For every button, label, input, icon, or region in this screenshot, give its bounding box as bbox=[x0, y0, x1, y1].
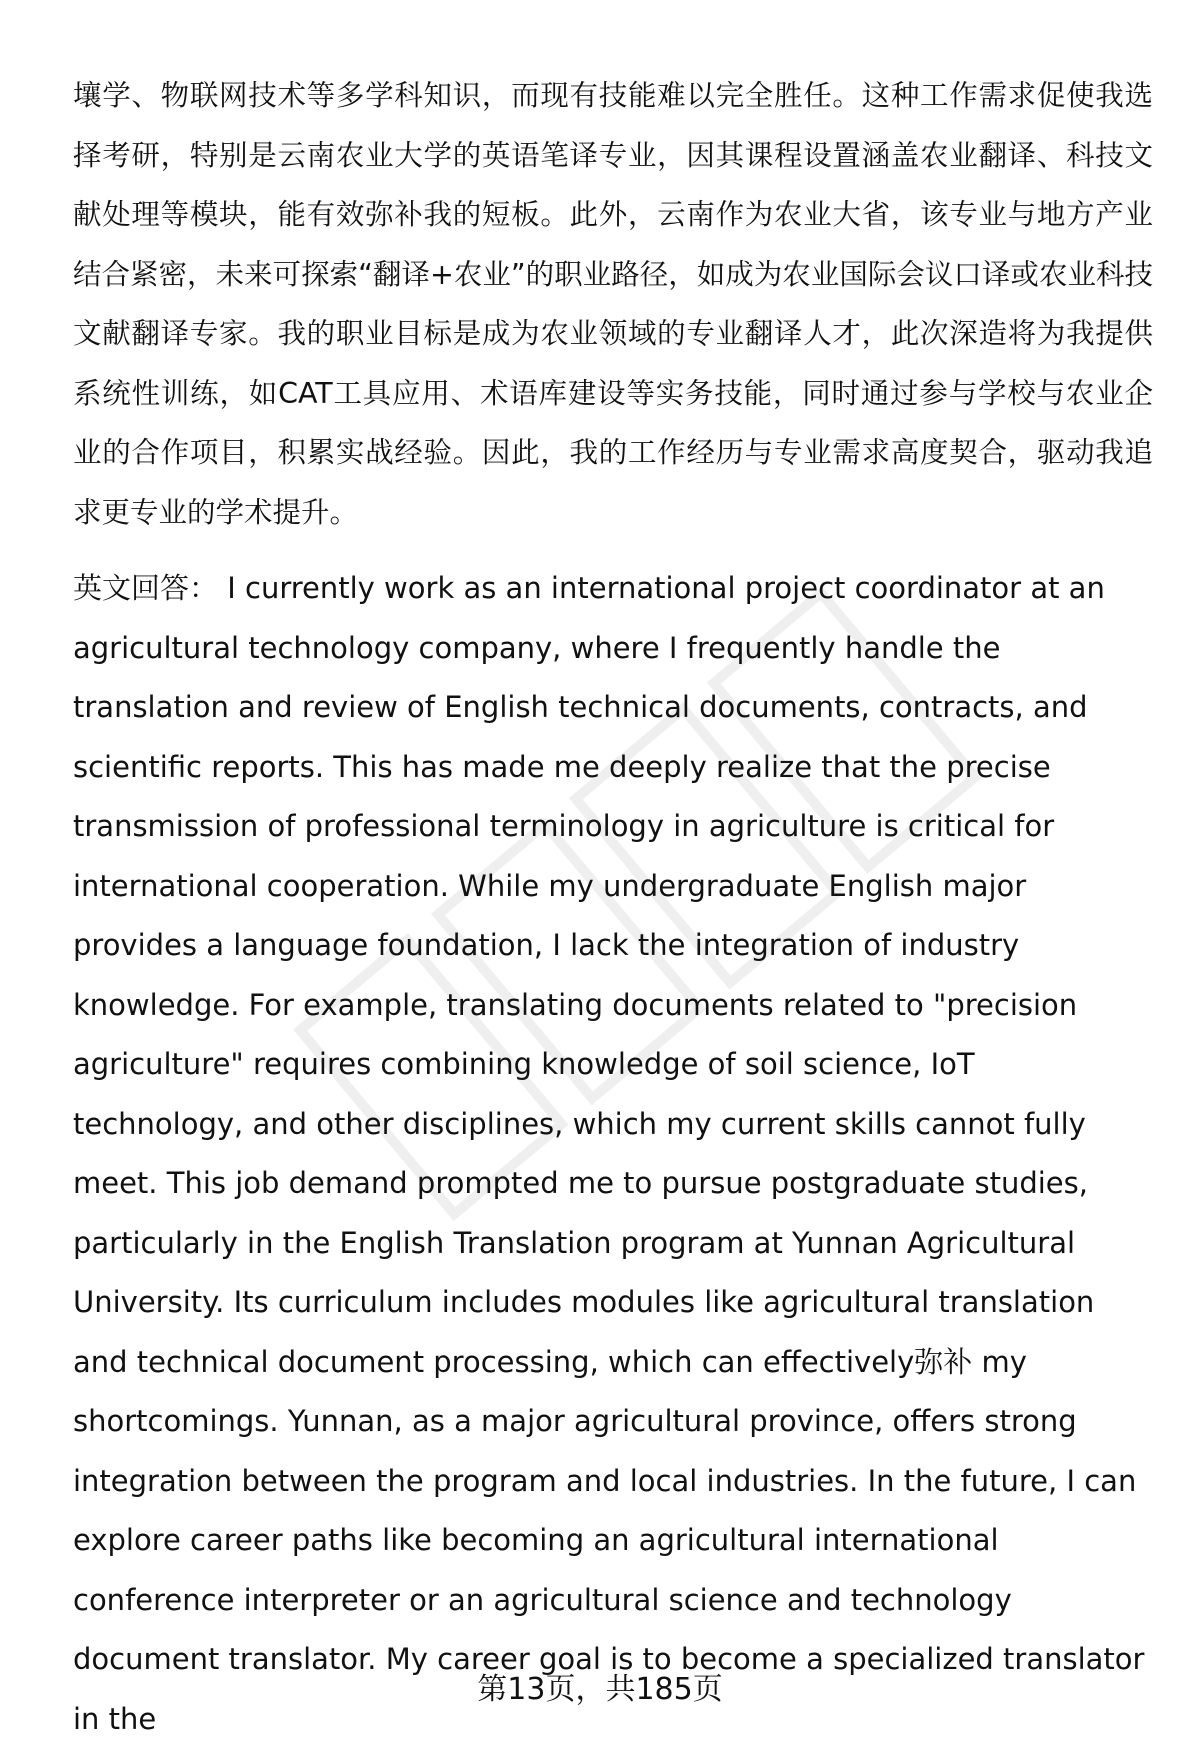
page-number-footer: 第13页，共185页 bbox=[477, 1672, 723, 1707]
english-answer-label: 英文回答： bbox=[73, 571, 219, 605]
paragraph-english bbox=[73, 559, 1153, 1749]
document-body bbox=[73, 66, 1153, 1749]
paragraph-chinese: 壤学、物联网技术等多学科知识，而现有技能难以完全胜任。这种工作需求促使我选择考研，特别是云南农业大学的英语笔译专业，因其课程设置涵盖农业翻译、科技文献处理等模块，能有效弥补我的短板。此外，云南作为农业大省，该专业与地方产业结合紧密，未来可探索“翻译+农业”的职业路径，如成为农业国际会议口译或农业科技文献翻译专家。我的职业目标是成为农业领域的专业翻译人才，此次深造将为我提供系统性训练，如CAT工具应用、术语库建设等实务技能，同时通过参与学校与农业企业的合作项目，积累实战经验。因此，我的工作经历与专业需求高度契合，驱动我追求更专业的学术提升。 bbox=[73, 79, 1153, 529]
english-answer-text: I currently work as an international project coordinator at an agricultural technology company, where I frequently handle the translation and review of English technical documents, contracts, and scientific reports. This has made me deeply realize that the precise transmission of professional terminology in agriculture is critical for international cooperation. While my undergraduate English major provides a language foundation, I lack the integration of industry knowledge. For example, translating documents related to "precision agriculture" requires combining knowledge of soil science, IoT technology, and other disciplines, which my current skills cannot fully meet. This job demand prompted me to pursue postgraduate studies, particularly in the English Translation program at Yunnan Agricultural University. Its curriculum includes modules like agricultural translation and technical document processing, which can effectively弥补 my shortcomings. Yunnan, as a major agricultural province, offers strong integration between the program and local industries. In the future, I can explore career paths like becoming an agricultural international conference interpreter or an agricultural science and technology document translator. My career goal is to become a specialized translator in the bbox=[73, 571, 1145, 1736]
